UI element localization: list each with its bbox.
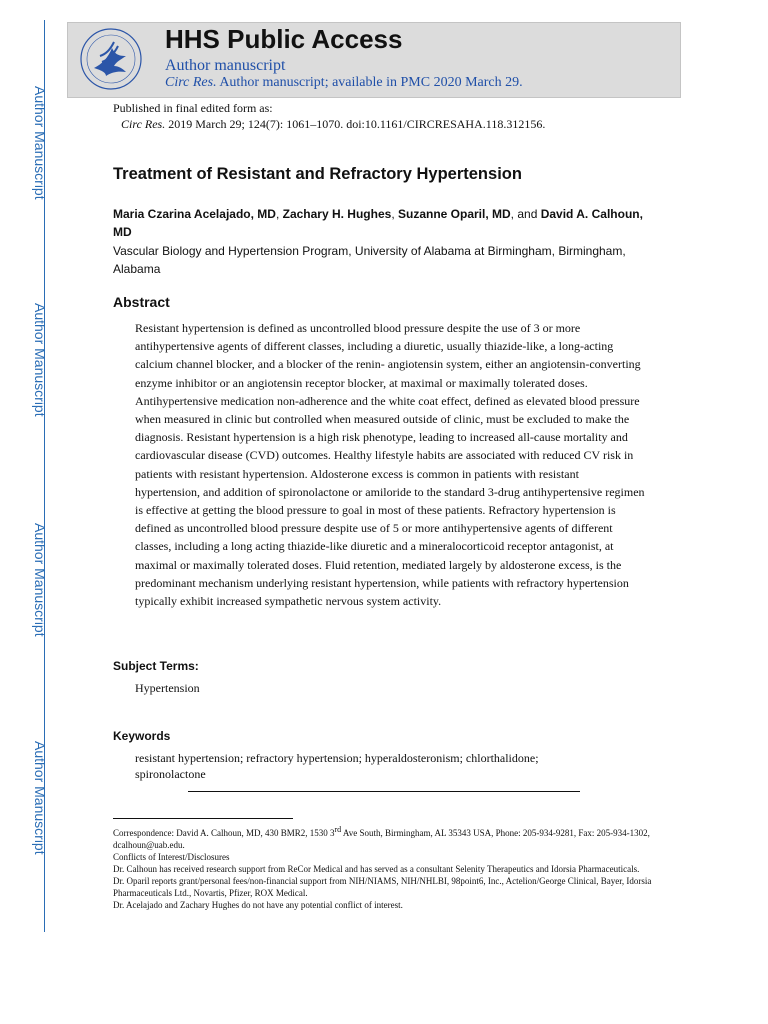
sidebar-label-author-manuscript: Author Manuscript bbox=[32, 523, 48, 637]
sidebar-label-author-manuscript: Author Manuscript bbox=[32, 86, 48, 200]
coi-calhoun: Dr. Calhoun has received research support from ReCor Medical and has served as a consultant Selenity Therapeutics and Idorsia Pharmaceuticals. bbox=[113, 864, 640, 874]
author-separator: , and bbox=[510, 207, 541, 221]
coi-heading: Conflicts of Interest/Disclosures bbox=[113, 852, 230, 862]
author-manuscript-label: Author manuscript bbox=[165, 57, 286, 74]
abstract-body: Resistant hypertension is defined as uncontrolled blood pressure despite the use of 3 or more antihypertensive agents of different classes, including a diuretic, usually thiazide-like, a long-acting calcium channel blocker, and a blocker of the renin- angiotensin system, either an angiotensin-converting enzyme inhibitor or an angiotensin receptor blocker, at maximal or maximally tolerated doses. Antihypertensive medication non-adherence and the white coat effect, defined as elevated blood pressure when measured in clinic but controlled when measured outside of clinic, must be excluded to make the diagnosis. Resistant hypertension is a high risk phenotype, leading to increased all-cause mortality and cardiovascular disease (CVD) outcomes. Healthy lifestyle habits are associated with reduced CV risk in patients with resistant hypertension. Aldosterone excess is common in patients with resistant hypertension, and addition of spironolactone or amiloride to the standard 3-drug antihypertensive regimen is effective at getting the blood pressure to goal in most of these patients. Refractory hypertension is defined as uncontrolled blood pressure despite use of 5 or more antihypertensive agents of different classes, including a long acting thiazide-like diuretic and a mineralocorticoid receptor antagonist, at maximal or maximally tolerated doses. Fluid retention, mediated largely by aldosterone excess, is the predominant mechanism underlying resistant hypertension, while patients with refractory hypertension typically exhibit increased sympathetic nervous system activity. bbox=[135, 321, 645, 609]
author-list bbox=[113, 205, 653, 241]
coi-others: Dr. Acelajado and Zachary Hughes do not have any potential conflict of interest. bbox=[113, 900, 403, 910]
correspondence-text: Correspondence: David A. Calhoun, MD, 430 BMR2, 1530 3 bbox=[113, 828, 335, 838]
article-title: Treatment of Resistant and Refractory Hypertension bbox=[113, 165, 522, 183]
keywords-list: resistant hypertension; refractory hypertension; hyperaldosteronism; chlorthalidone; spironolactone bbox=[135, 751, 539, 781]
section-divider bbox=[188, 791, 580, 792]
citation-details: 2019 March 29; 124(7): 1061–1070. doi:10.1161/CIRCRESAHA.118.312156. bbox=[165, 117, 546, 131]
manuscript-availability bbox=[165, 75, 523, 91]
author-separator: , bbox=[275, 207, 283, 221]
hhs-eagle-logo-icon bbox=[78, 26, 144, 92]
hhs-public-access-title: HHS Public Access bbox=[165, 24, 403, 54]
footnote-divider bbox=[113, 818, 293, 819]
abstract-heading: Abstract bbox=[113, 294, 170, 310]
sidebar-label-author-manuscript: Author Manuscript bbox=[32, 741, 48, 855]
affiliation: Vascular Biology and Hypertension Program, University of Alabama at Birmingham, Birmingham, Alabama bbox=[113, 244, 626, 276]
coi-oparil: Dr. Oparil reports grant/personal fees/non-financial support from NIH/NIAMS, NIH/NHLBI, 98point6, Inc., Actelion/George Clinical, Bayer, Idorsia Pharmaceuticals Ltd., Novartis, Pfizer, ROX Medical. bbox=[113, 876, 652, 898]
author-name: Suzanne Oparil, MD bbox=[397, 207, 511, 221]
publication-citation bbox=[121, 117, 545, 132]
correspondence-address: Ave South, Birmingham, AL 35343 USA, Phone: 205-934-9281, Fax: 205-934-1302, dcalhoun@uab.edu. bbox=[113, 828, 650, 850]
subject-term: Hypertension bbox=[135, 681, 200, 695]
journal-name: Circ Res. bbox=[165, 75, 217, 90]
author-separator: , bbox=[391, 207, 398, 221]
subject-terms-heading: Subject Terms: bbox=[113, 659, 199, 673]
ordinal-superscript: rd bbox=[334, 825, 342, 834]
author-name: Zachary H. Hughes bbox=[282, 207, 392, 221]
correspondence-footnote bbox=[113, 827, 658, 851]
author-name: Maria Czarina Acelajado, MD bbox=[113, 207, 276, 221]
keywords-heading: Keywords bbox=[113, 729, 171, 743]
published-label: Published in final edited form as: bbox=[113, 101, 273, 115]
author-name: David A. Calhoun, MD bbox=[113, 207, 643, 239]
sidebar-label-author-manuscript: Author Manuscript bbox=[32, 303, 48, 417]
footnotes bbox=[113, 827, 658, 911]
citation-journal: Circ Res. bbox=[121, 117, 166, 131]
availability-text: Author manuscript; available in PMC 2020 March 29. bbox=[216, 75, 523, 90]
